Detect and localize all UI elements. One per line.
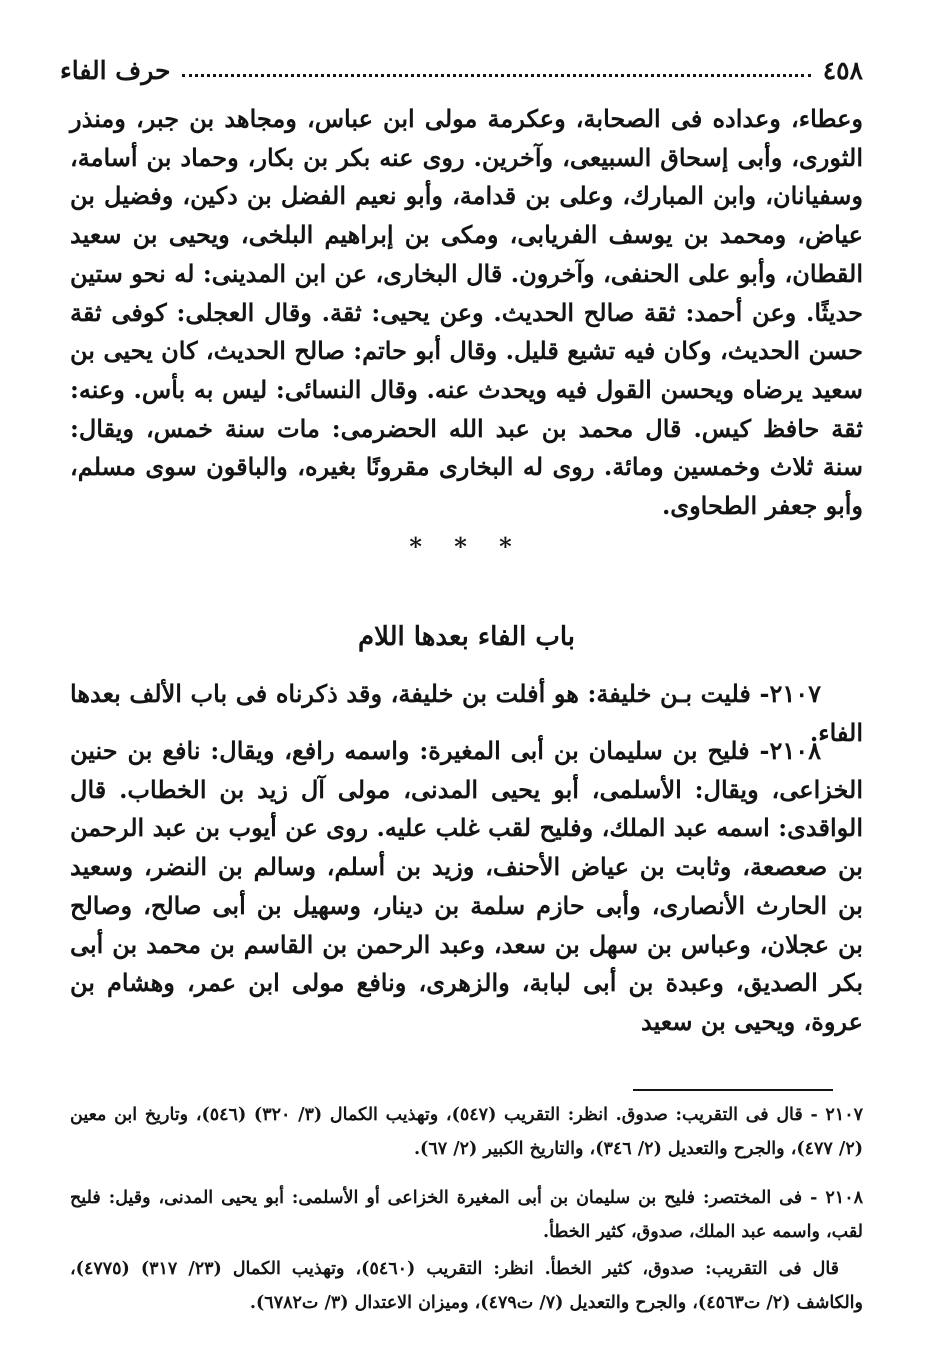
- main-text-block: [70, 100, 863, 526]
- page-number: ٤٥٨: [822, 55, 863, 85]
- footnote-2107: [70, 1098, 863, 1166]
- dotted-leader: [182, 72, 810, 77]
- footnote-2108-continuation: [70, 1252, 863, 1320]
- entry-2108: [70, 732, 863, 1042]
- section-heading: باب الفاء بعدها اللام: [357, 622, 576, 652]
- footnote-text: ٢١٠٧ - قال فى التقريب: صدوق. انظر: التقريب (٥٤٧)، وتهذيب الكمال (٣/ ٣٢٠) (٥٤٦)، وتاريخ ابن معين (٢/ ٤٧٧)، والجرح والتعديل (٢/ ٣٤٦)، والتاريخ الكبير (٢/ ٦٧).: [70, 1105, 864, 1159]
- entry-text: ٢١٠٨- فليح بن سليمان بن أبى المغيرة: واسمه رافع، ويقال: نافع بن حنين الخزاعى، ويقال: الأسلمى، أبو يحيى المدنى، مولى آل زيد بن الخطاب. قال الواقدى: اسمه عبد الملك، وفليح لقب غلب عليه. روى عن أيوب بن عبد الرحمن بن صعصعة، وثابت بن عياض الأحنف، وزيد بن أسلم، وسالم بن النضر، وسعيد بن الحارث الأنصارى، وأبى حازم سلمة بن دينار، وسهيل بن أبى صالح، وصالح بن عجلان، وعباس بن سهل بن سعد، وعبد الرحمن بن القاسم بن محمد بن أبى بكر الصديق، وعبدة بن أبى لبابة، والزهرى، ونافع مولى ابن عمر، وهشام بن عروة، ويحيى بن سعيد: [70, 736, 863, 1036]
- footnote-text: ٢١٠٨ - فى المختصر: فليح بن سليمان بن أبى المغيرة الخزاعى أو الأسلمى: أبو يحيى المدنى، وقيل: فليح لقب، واسمه عبد الملك، صدوق، كثير الخطأ.: [70, 1188, 863, 1242]
- entry-text: ٢١٠٧- فليت بـن خليفة: هو أفلت بن خليفة، وقد ذكرناه فى باب الألف بعدها الفاء.: [70, 679, 863, 747]
- footnote-divider: [633, 1089, 833, 1091]
- footnote-text: قال فى التقريب: صدوق، كثير الخطأ. انظر: التقريب (٥٤٦٠)، وتهذيب الكمال (٢٣/ ٣١٧) (٤٧٧٥)، والكاشف (٢/ ت٤٥٦٣)، والجرح والتعديل (٧/ ت٤٧٩)، وميزان الاعتدال (٣/ ت٦٧٨٢).: [70, 1259, 863, 1313]
- main-paragraph: وعطاء، وعداده فى الصحابة، وعكرمة مولى ابن عباس، ومجاهد بن جبر، ومنذر الثورى، وأبى إسحاق السبيعى، وآخرين. روى عنه بكر بن بكار، وحماد بن أسامة، وسفيانان، وابن المبارك، وعلى بن قدامة، وأبو نعيم الفضل بن دكين، وفضيل بن عياض، ومحمد بن يوسف الفريابى، ومكى بن إبراهيم البلخى، ويحيى بن سعيد القطان، وأبو على الحنفى، وآخرون. قال البخارى، عن ابن المدينى: له نحو ستين حديثًا. وعن أحمد: ثقة صالح الحديث. وعن يحيى: ثقة. وقال العجلى: كوفى ثقة حسن الحديث، وكان فيه تشيع قليل. وقال أبو حاتم: صالح الحديث، كان يحيى بن سعيد يرضاه ويحسن القول فيه ويحدث عنه. وقال النسائى: ليس به بأس. وعنه: ثقة حافظ كيس. قال محمد بن عبد الله الحضرمى: مات سنة خمس، ويقال: سنة ثلاث وخمسين ومائة. روى له البخارى مقرونًا بغيره، والباقون سوى مسلم، وأبو جعفر الطحاوى.: [70, 104, 863, 521]
- footnote-2108: [70, 1181, 863, 1249]
- running-title: حرف الفاء: [60, 55, 171, 85]
- section-separator: * * *: [409, 532, 524, 561]
- page-header: [60, 52, 863, 88]
